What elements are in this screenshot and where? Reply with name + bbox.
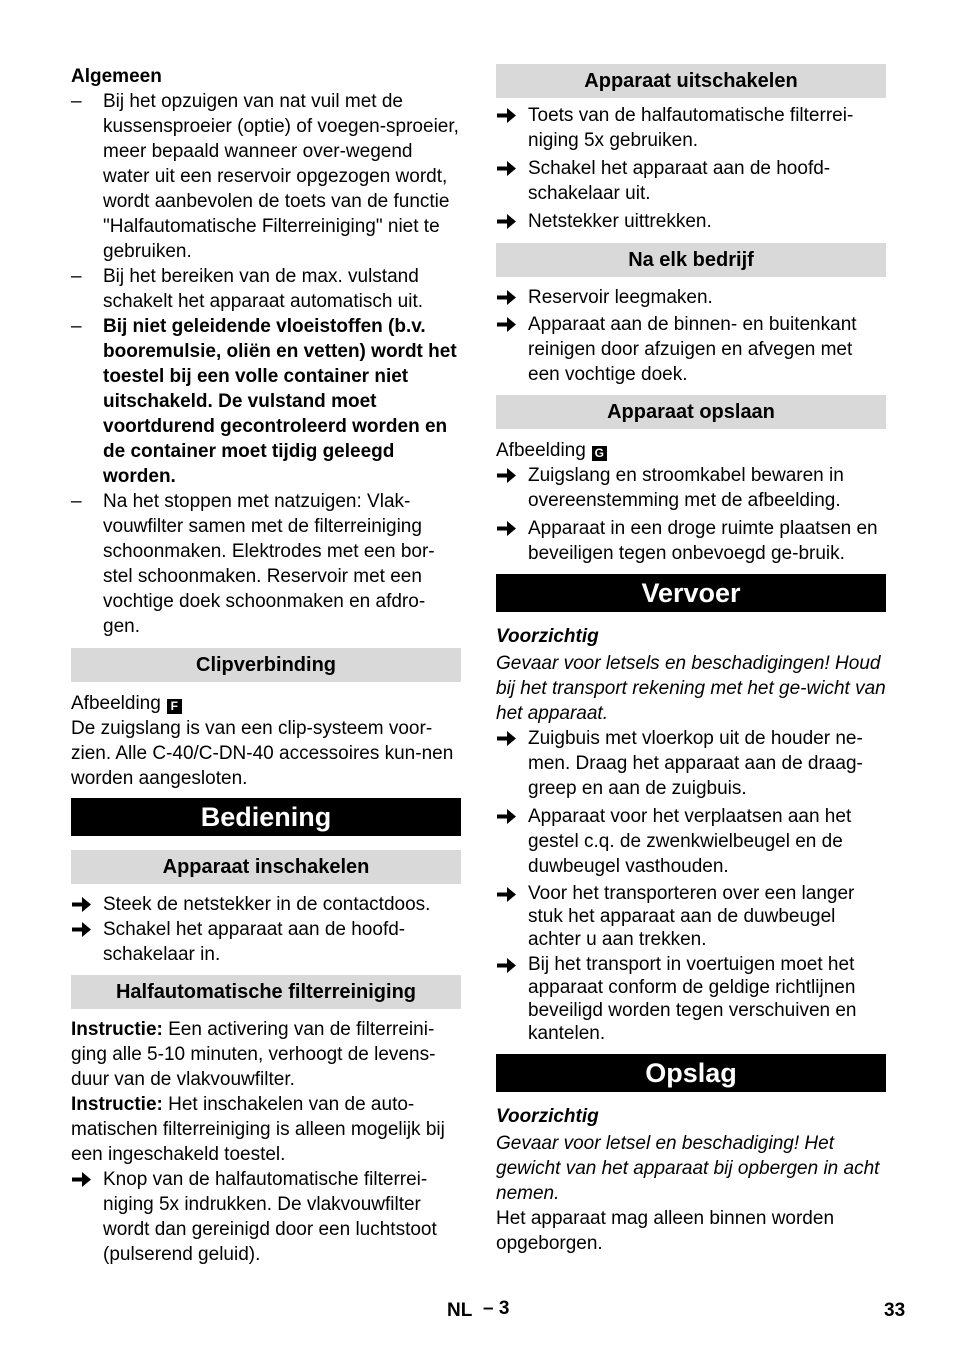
step-text: Bij het transport in voertuigen moet het apparaat conform de geldige richtlijnen beveiligd worden tegen verschuiven en kantelen.: [528, 954, 857, 1044]
step-text: Schakel het apparaat aan de hoofd-schakelaar in.: [103, 919, 406, 965]
arrow-right-icon: [497, 288, 517, 307]
figure-label: Afbeelding: [71, 693, 161, 714]
step-text: Toets van de halfautomatische filterrei-niging 5x gebruiken.: [528, 105, 854, 151]
step-text: Apparaat voor het verplaatsen aan het gestel c.q. de zwenkwielbeugel en de duwbeugel vasthouden.: [528, 806, 852, 877]
caution-text: Gevaar voor letsels en beschadigingen! Houd bij het transport rekening met het ge-wicht van het apparaat.: [496, 653, 886, 724]
list-item-text: Bij het bereiken van de max. vulstand schakelt het apparaat automatisch uit.: [103, 266, 424, 312]
step-item: [71, 917, 461, 967]
step-item: [496, 209, 886, 234]
page-number: 33: [884, 1300, 906, 1321]
arrow-right-icon: [497, 315, 517, 334]
step-item: [71, 1167, 461, 1267]
dash-marker: –: [71, 491, 82, 512]
vervoer-heading: Vervoer: [496, 574, 886, 612]
opslag-heading: Opslag: [496, 1054, 886, 1092]
step-text: Apparaat aan de binnen- en buitenkant reinigen door afzuigen en afvegen met een vochtige doek.: [528, 314, 857, 385]
opslaan-heading: Apparaat opslaan: [496, 395, 886, 429]
arrow-right-icon: [497, 212, 517, 231]
arrow-right-icon: [497, 519, 517, 538]
opslag-text: Het apparaat mag alleen binnen worden opgeborgen.: [496, 1208, 835, 1254]
list-item: [71, 314, 461, 489]
arrow-right-icon: [497, 885, 517, 904]
list-item-text-warning: Bij niet geleidende vloeistoffen (b.v. booremulsie, oliën en vetten) wordt het toestel bij een volle container niet uitschakeld. De vulstand moet voortdurend gecontroleerd worden en de container moet tijdig geleegd worden.: [103, 316, 457, 487]
step-text: Steek de netstekker in de contactdoos.: [103, 894, 431, 915]
bediening-heading: Bediening: [71, 798, 461, 836]
footer-sub-page: – 3: [483, 1298, 510, 1319]
list-item: [71, 89, 461, 264]
arrow-right-icon: [72, 895, 92, 914]
step-text: Zuigslang en stroomkabel bewaren in overeenstemming met de afbeelding.: [528, 465, 844, 511]
step-text: Knop van de halfautomatische filterrei-niging 5x indrukken. De vlakvouwfilter wordt dan gereinigd door een luchtstoot (pulserend geluid).: [103, 1169, 437, 1265]
caution-label: Voorzichtig: [496, 1106, 599, 1127]
algemeen-heading: Algemeen: [71, 66, 162, 87]
list-item-text: Bij het opzuigen van nat vuil met de kussensproeier (optie) of voegen-sproeier, meer bepaald wanneer over-wegend water uit een reservoir opgezogen wordt, wordt aanbevolen de toets van de functie "Halfautomatische Filterreiniging" niet te gebruiken.: [103, 91, 459, 262]
dash-marker: –: [71, 316, 82, 337]
caution-label: Voorzichtig: [496, 626, 599, 647]
step-item: [496, 312, 886, 387]
arrow-right-icon: [497, 729, 517, 748]
instruction-text: Een activering van de filterreini-ging alle 5-10 minuten, verhoogt de levens-duur van de vlakvouwfilter.: [71, 1019, 436, 1090]
uitschakelen-heading: Apparaat uitschakelen: [496, 64, 886, 98]
figure-label: Afbeelding: [496, 440, 586, 461]
na-elk-bedrijf-heading: Na elk bedrijf: [496, 243, 886, 277]
arrow-right-icon: [497, 956, 517, 975]
arrow-right-icon: [497, 807, 517, 826]
figure-letter-icon: F: [167, 699, 182, 714]
dash-marker: –: [71, 91, 82, 112]
instruction-note: [71, 1017, 461, 1092]
step-item: [496, 285, 886, 310]
step-text: Zuigbuis met vloerkop uit de houder ne-men. Draag het apparaat aan de draag-greep en aan de zuigbuis.: [528, 728, 863, 799]
instruction-note: [71, 1092, 461, 1167]
step-text: Apparaat in een droge ruimte plaatsen en beveiligen tegen onbevoegd ge-bruik.: [528, 518, 878, 564]
instruction-label: Instructie:: [71, 1019, 163, 1040]
inschakelen-heading: Apparaat inschakelen: [71, 850, 461, 884]
right-column: [496, 64, 886, 1256]
step-item: [71, 892, 461, 917]
step-item: [496, 882, 886, 951]
arrow-right-icon: [72, 920, 92, 939]
figure-reference: [496, 438, 886, 463]
footer-language: NL: [447, 1300, 473, 1321]
caution-text: Gevaar voor letsel en beschadiging! Het gewicht van het apparaat bij opbergen in acht nemen.: [496, 1133, 880, 1204]
dash-marker: –: [71, 266, 82, 287]
list-item: [71, 489, 461, 639]
step-text: Netstekker uittrekken.: [528, 211, 712, 232]
instruction-text: Het inschakelen van de auto-matischen filterreiniging is alleen mogelijk bij een ingeschakeld toestel.: [71, 1094, 445, 1165]
left-column: [71, 64, 461, 1267]
step-item: [496, 726, 886, 801]
clipverbinding-heading: Clipverbinding: [71, 648, 461, 682]
step-item: [496, 103, 886, 153]
arrow-right-icon: [497, 466, 517, 485]
arrow-right-icon: [497, 106, 517, 125]
step-text: Voor het transporteren over een langer stuk het apparaat aan de duwbeugel achter u aan trekken.: [528, 883, 855, 950]
figure-letter-icon: G: [592, 446, 607, 461]
clip-text: De zuigslang is van een clip-systeem voor-zien. Alle C-40/C-DN-40 accessoires kun-nen worden aangesloten.: [71, 718, 454, 789]
step-item: [496, 516, 886, 566]
step-text: Schakel het apparaat aan de hoofd-schakelaar uit.: [528, 158, 831, 204]
figure-reference: [71, 691, 461, 716]
step-item: [496, 953, 886, 1045]
step-item: [496, 804, 886, 879]
arrow-right-icon: [497, 159, 517, 178]
list-item-text: Na het stoppen met natzuigen: Vlak-vouwfilter samen met de filterreiniging schoonmaken. Elektrodes met een bor-stel schoonmaken. Reservoir met een vochtige doek schoonmaken en afdro-gen.: [103, 491, 435, 637]
step-text: Reservoir leegmaken.: [528, 287, 713, 308]
list-item: [71, 264, 461, 314]
step-item: [496, 156, 886, 206]
instruction-label: Instructie:: [71, 1094, 163, 1115]
arrow-right-icon: [72, 1170, 92, 1189]
halfautomatische-heading: Halfautomatische filterreiniging: [71, 975, 461, 1009]
step-item: [496, 463, 886, 513]
